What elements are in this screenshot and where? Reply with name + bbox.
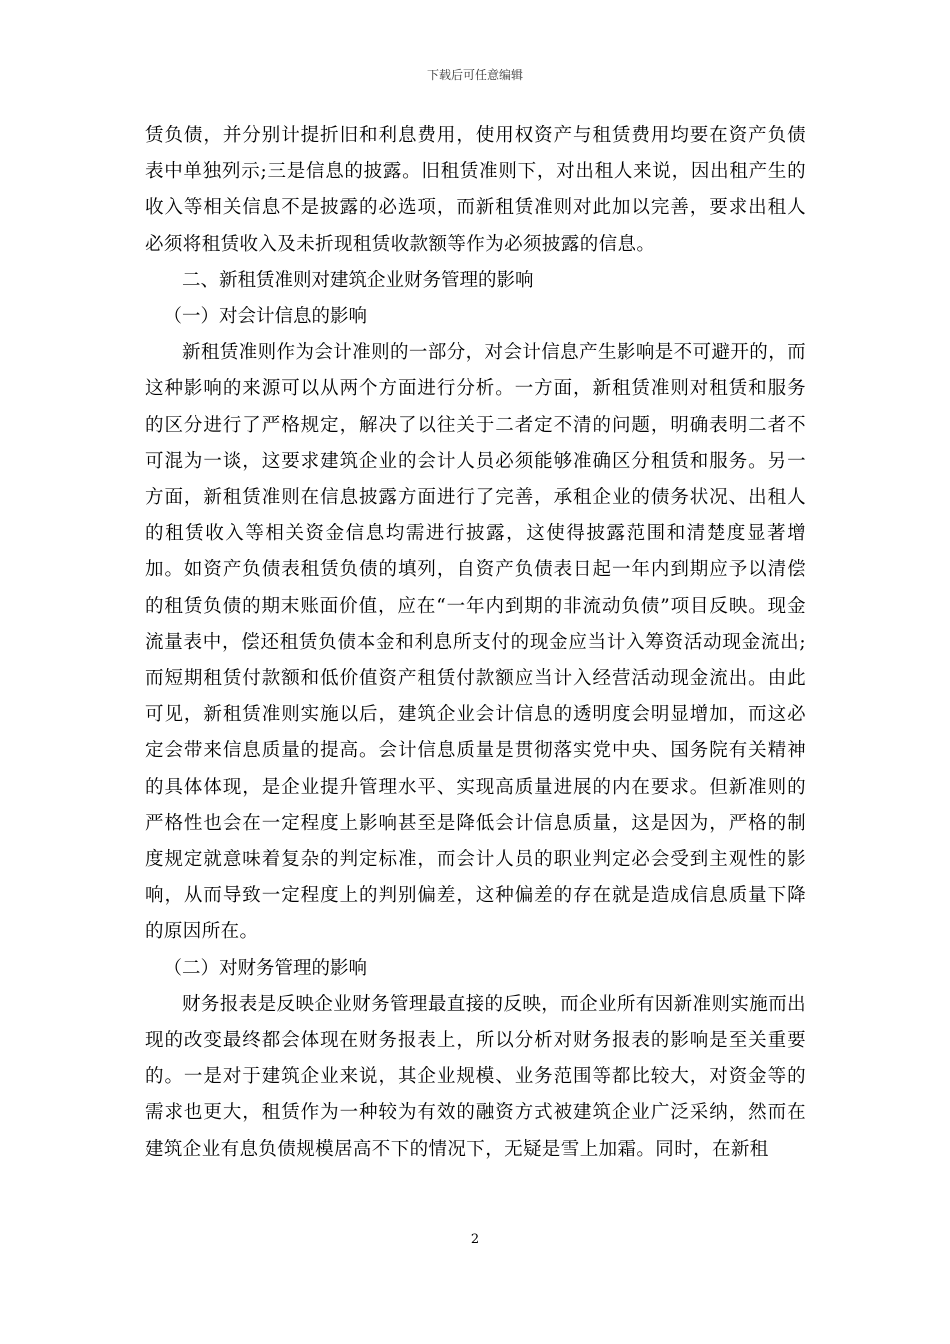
paragraph-continued: 赁负债，并分别计提折旧和利息费用，使用权资产与租赁费用均要在资产负债表中单独列示;三是信息的披露。旧租赁准则下，对出租人来说，因出租产生的收入等相关信息不是披露的必选项，而新租赁准则对此加以完善，要求出租人必须将租赁收入及未折现租赁收款额等作为必须披露的信息。 [145,125,806,255]
paragraph-accounting-info: 新租赁准则作为会计准则的一部分，对会计信息产生影响是不可避开的，而这种影响的来源可以从两个方面进行分析。一方面，新租赁准则对租赁和服务的区分进行了严格规定，解决了以往关于二者定不清的问题，明确表明二者不可混为一谈，这要求建筑企业的会计人员必须能够准确区分租赁和服务。另一方面，新租赁准则在信息披露方面进行了完善，承租企业的债务状况、出租人的租赁收入等相关资金信息均需进行披露，这使得披露范围和清楚度显著增加。如资产负债表租赁负债的填列，自资产负债表日起一年内到期应予以清偿的租赁负债的期末账面价值，应在“一年内到期的非流动负债”项目反映。现金流量表中，偿还租赁负债本金和利息所支付的现金应当计入筹资活动现金流出;而短期租赁付款额和低价值资产租赁付款额应当计入经营活动现金流出。由此可见，新租赁准则实施以后，建筑企业会计信息的透明度会明显增加，而这必定会带来信息质量的提高。会计信息质量是贯彻落实党中央、国务院有关精神的具体体现，是企业提升管理水平、实现高质量进展的内在要求。但新准则的严格性也会在一定程度上影响甚至是降低会计信息质量，这是因为，严格的制度规定就意味着复杂的判定标准，而会计人员的职业判定必会受到主观性的影响，从而导致一定程度上的判别偏差，这种偏差的存在就是造成信息质量下降的原因所在。 [145,342,806,943]
page-number: 2 [470,1232,480,1247]
subsection-heading-accounting-info: （一）对会计信息的影响 [163,306,368,328]
paragraph-financial-management: 财务报表是反映企业财务管理最直接的反映，而企业所有因新准则实施而出现的改变最终都会体现在财务报表上，所以分析对财务报表的影响是至关重要的。一是对于建筑企业来说，其企业规模、业务范围等都比较大，对资金等的需求也更大，租赁作为一种较为有效的融资方式被建筑企业广泛采纳，然而在建筑企业有息负债规模居高不下的情况下，无疑是雪上加霜。同时，在新租 [145,993,806,1160]
section-heading: 二、新租赁准则对建筑企业财务管理的影响 [182,269,534,291]
subsection-heading-financial-management: （二）对财务管理的影响 [163,957,368,979]
page-header: 下载后可任意编辑 [426,68,523,82]
document-body [145,118,806,1168]
